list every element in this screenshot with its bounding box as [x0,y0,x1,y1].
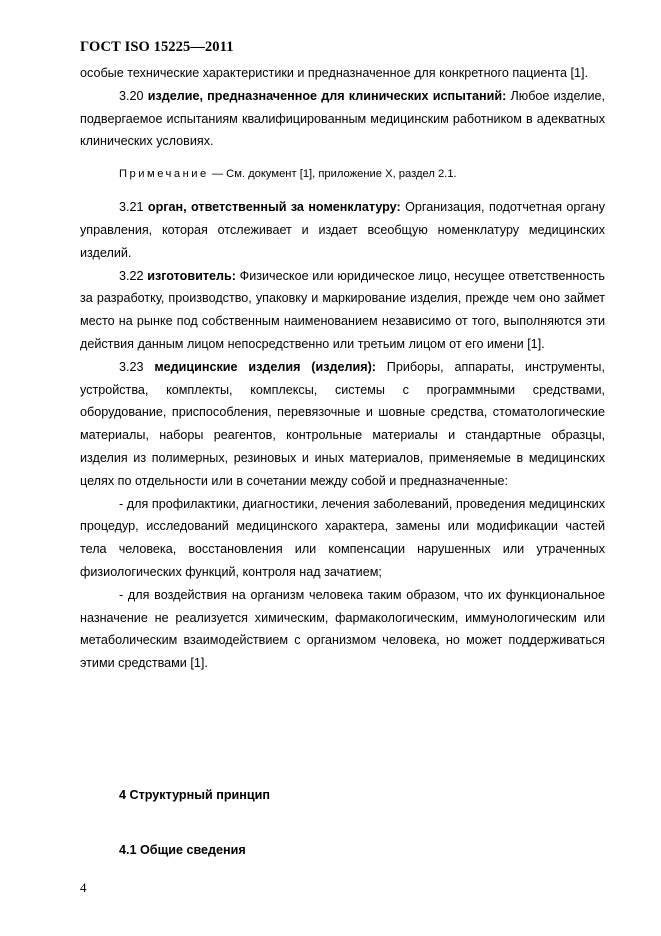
note-text: — См. документ [1], приложение X, раздел 2.1. [208,168,457,181]
definition-text: Организация, подотчетная органу управления, которая отслеживает и издает всеобщую номенклатуру медицинских изделий. [80,200,605,260]
term: орган, ответственный за номенклатуру: [147,200,401,215]
note [80,163,605,185]
definition-text: Приборы, аппараты, инструменты, устройства, комплекты, комплексы, системы с программными средствами, оборудование, приспособления, перевязочные и шовные средства, стоматологические материалы, наборы реагентов, контрольные материалы и стандартные образцы, изделия из полимерных, резиновых и иных материалов, применяемые в медицинских целях по отдельности или в сочетании между собой и предназначенные: [80,359,605,488]
subsection-heading-4-1: 4.1 Общие сведения [119,843,246,857]
definition-text: Любое изделие, подвергаемое испытаниям квалифицированным медицинским работником в адекватных клинических условиях. [80,88,605,149]
definition-text: Физическое или юридическое лицо, несущее ответственность за разработку, производство, упаковку и маркирование изделия, прежде чем оно займет место на рынке под собственным наименованием независимо от того, выполняются эти действия данным лицом непосредственно или третьим лицом от его имени [1]. [80,268,605,351]
definition-3-20 [80,85,605,153]
list-item-2: - для воздействия на организм человека таким образом, что их функциональное назначение не реализуется химическим, фармакологическим, иммунологическим или метаболическим взаимодействием с организмом человека, но может поддерживаться этими средствами [1]. [80,587,605,671]
definition-3-23 [80,356,605,493]
paragraph-continuation: особые технические характеристики и предназначенное для конкретного пациента [1]. [80,66,589,80]
document-body [80,62,605,675]
list-item-1: - для профилактики, диагностики, лечения заболеваний, проведения медицинских процедур, исследований медицинского характера, замены или модификации частей тела человека, восстановления или компенсации нарушенных или утраченных физиологических функций, контроля над зачатием; [80,496,605,579]
document-header: ГОСТ ISO 15225—2011 [80,39,234,55]
note-label: Примечание [119,168,209,181]
clause-number: 3.23 [119,359,155,374]
definition-3-21 [80,196,605,264]
term: изделие, предназначенное для клинических испытаний: [147,88,507,103]
section-heading-4: 4 Структурный принцип [119,788,270,802]
clause-number: 3.22 [119,268,148,283]
clause-number: 3.20 [119,88,148,103]
page-number: 4 [80,880,87,895]
term: медицинские изделия (изделия): [154,359,376,374]
definition-3-22 [80,265,605,356]
clause-number: 3.21 [119,200,148,215]
term: изготовитель: [147,268,236,283]
